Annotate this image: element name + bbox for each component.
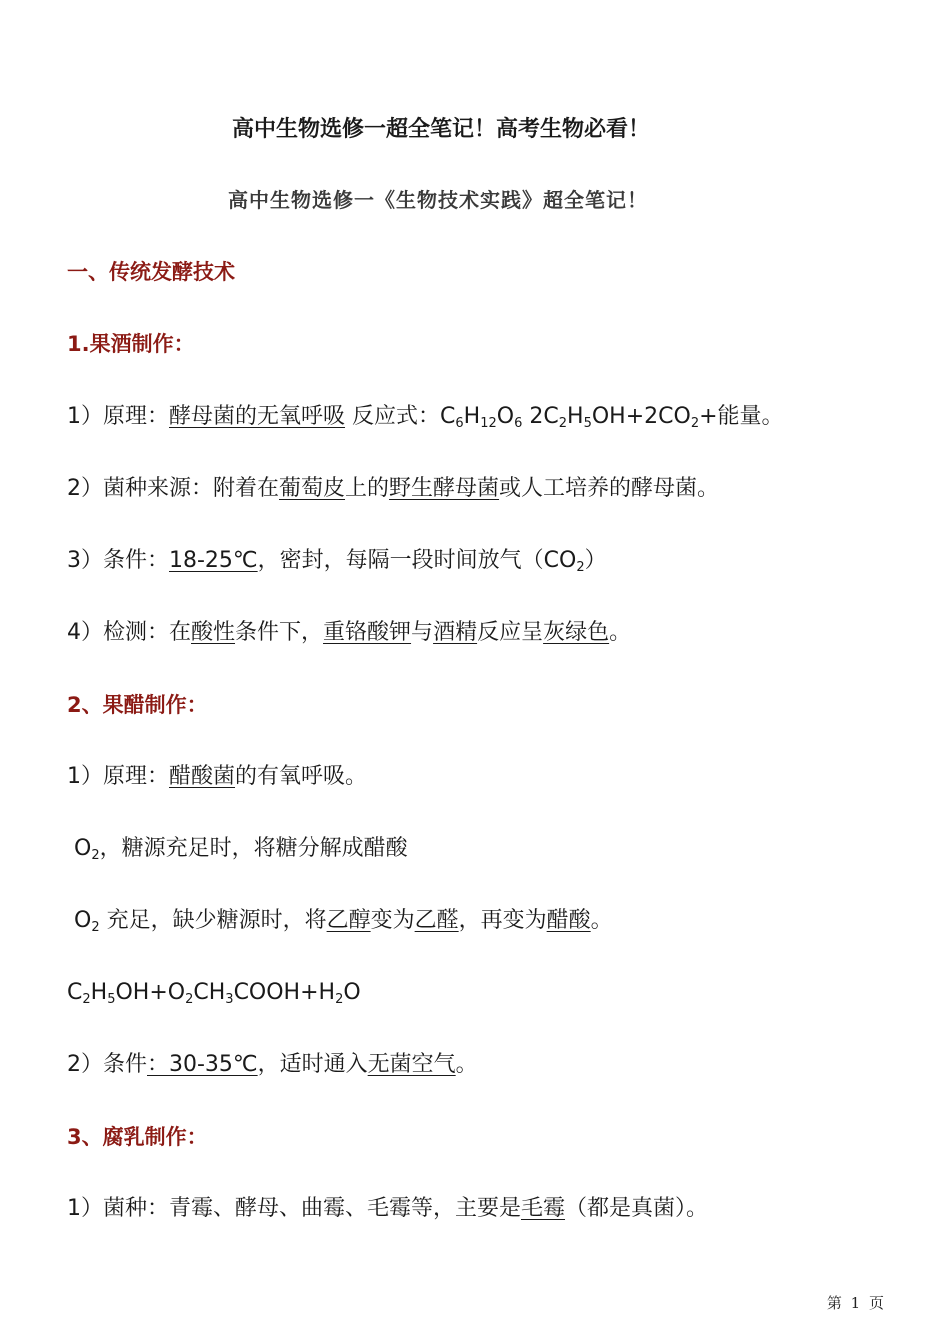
- fermentation-formula: $C_6H_{12}O_6$ $2C_2H_5OH+2CO_2+$能量。: [440, 404, 784, 431]
- page-number: 第 1 页: [826, 1294, 884, 1312]
- fruit-wine-strain-source: 2）菌种来源：附着在葡萄皮上的野生酵母菌或人工培养的酵母菌。: [67, 476, 720, 501]
- vinegar-sugar-sufficient: $O_2$，糖源充足时，将糖分解成醋酸: [67, 836, 408, 863]
- fruit-wine-detection: 4）检测：在酸性条件下，重铬酸钾与酒精反应呈灰绿色。: [67, 620, 632, 645]
- subheading-fruit-wine: 1.果酒制作：: [67, 332, 195, 356]
- fermented-tofu-strains: 1）菌种：青霉、酵母、曲霉、毛霉等，主要是毛霉（都是真菌）。: [67, 1196, 709, 1221]
- subheading-fermented-tofu: 3、腐乳制作：: [67, 1125, 208, 1149]
- fruit-wine-principle: 1）原理：酵母菌的无氧呼吸 反应式：$C_6H_{12}O_6$ $2C_2H_5OH+2CO_2+$能量。: [67, 404, 784, 431]
- page-title: 高中生物选修一超全笔记！高考生物必看！: [232, 117, 651, 142]
- page-subtitle: 高中生物选修一《生物技术实践》超全笔记！: [228, 188, 648, 212]
- section-heading-traditional-fermentation: 一、传统发酵技术: [67, 260, 235, 284]
- subheading-fruit-vinegar: 2、果醋制作：: [67, 693, 208, 717]
- fruit-wine-conditions: 3）条件：18-25℃，密封，每隔一段时间放气$(CO_2)$: [67, 548, 607, 575]
- vinegar-formula: $C_2H_5OH+O_2CH_3COOH+H_2O$: [67, 980, 361, 1007]
- fruit-vinegar-conditions: 2）条件：30-35℃，适时通入无菌空气。: [67, 1052, 478, 1077]
- fruit-vinegar-principle: 1）原理：醋酸菌的有氧呼吸。: [67, 764, 368, 789]
- vinegar-sugar-lacking: $O_2$ 充足，缺少糖源时，将乙醇变为乙醛，再变为醋酸。: [67, 908, 613, 935]
